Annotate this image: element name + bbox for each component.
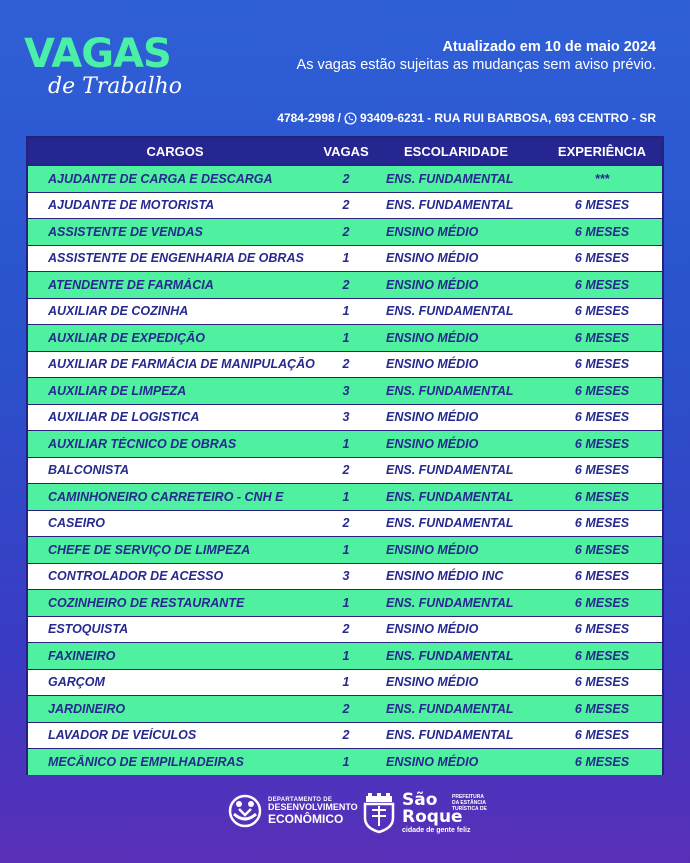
header-vagas: VAGAS <box>323 144 369 159</box>
cell-cargo: CAMINHONEIRO CARRETEIRO - CNH E <box>48 489 284 504</box>
cell-cargo: ATENDENTE DE FARMÁCIA <box>48 277 214 292</box>
cell-experiencia: 6 MESES <box>574 463 630 478</box>
cell-cargo: BALCONISTA <box>48 463 130 478</box>
cell-experiencia: 6 MESES <box>574 383 630 398</box>
cell-experiencia: 6 MESES <box>574 516 630 531</box>
cell-experiencia: 6 MESES <box>574 754 630 769</box>
cell-cargo: AUXILIAR DE FARMÁCIA DE MANIPULAÇÃO <box>48 357 315 372</box>
table-header <box>28 138 662 165</box>
cell-escolaridade: ENSINO MÉDIO <box>386 754 479 769</box>
brand-title: VAGAS <box>24 31 171 77</box>
table-row <box>28 536 662 563</box>
cell-cargo: AJUDANTE DE CARGA E DESCARGA <box>48 171 273 186</box>
table-row <box>28 457 662 484</box>
cell-experiencia: 6 MESES <box>574 728 630 743</box>
cell-vagas: 1 <box>342 304 350 319</box>
brand-logo <box>24 31 194 110</box>
table-row <box>28 563 662 590</box>
cell-escolaridade: ENS. FUNDAMENTAL <box>386 463 514 478</box>
table-row <box>28 510 662 537</box>
cell-escolaridade: ENS. FUNDAMENTAL <box>386 701 514 716</box>
table-row <box>28 298 662 325</box>
cell-cargo: ESTOQUISTA <box>48 622 129 637</box>
cell-escolaridade: ENS. FUNDAMENTAL <box>386 383 514 398</box>
cell-cargo: GARÇOM <box>48 675 105 690</box>
cell-escolaridade: ENSINO MÉDIO <box>386 622 479 637</box>
disclaimer-text: As vagas estão sujeitas as mudanças sem aviso prévio. <box>296 57 656 73</box>
cell-escolaridade: ENS. FUNDAMENTAL <box>386 304 514 319</box>
table-row <box>28 245 662 272</box>
cell-experiencia: 6 MESES <box>574 542 630 557</box>
cell-cargo: AUXILIAR DE LIMPEZA <box>48 383 187 398</box>
cell-experiencia: 6 MESES <box>574 648 630 663</box>
cell-vagas: 3 <box>342 410 350 425</box>
table-row <box>28 430 662 457</box>
cell-experiencia: 6 MESES <box>574 675 630 690</box>
cell-vagas: 2 <box>342 701 350 716</box>
table-row <box>28 324 662 351</box>
cell-vagas: 1 <box>342 648 350 663</box>
footer-logos <box>0 790 690 840</box>
cell-experiencia: 6 MESES <box>574 304 630 319</box>
dept-label-small: DEPARTAMENTO DE <box>268 796 333 803</box>
cell-cargo: COZINHEIRO DE RESTAURANTE <box>48 595 245 610</box>
cell-experiencia: 6 MESES <box>574 622 630 637</box>
cell-cargo: FAXINEIRO <box>48 648 116 663</box>
dept-label-big: ECONÔMICO <box>268 811 344 826</box>
cell-vagas: 1 <box>342 754 350 769</box>
table-row <box>28 377 662 404</box>
cell-vagas: 1 <box>342 675 350 690</box>
cell-experiencia: 6 MESES <box>574 277 630 292</box>
cell-vagas: 1 <box>342 489 350 504</box>
table-body <box>28 165 662 775</box>
cell-experiencia: 6 MESES <box>574 251 630 266</box>
city-prefix: PREFEITURA DA ESTÂNCIA TURÍSTICA DE <box>452 794 487 812</box>
cell-vagas: 2 <box>342 728 350 743</box>
cell-cargo: CHEFE DE SERVIÇO DE LIMPEZA <box>48 542 251 557</box>
cell-escolaridade: ENSINO MÉDIO <box>386 410 479 425</box>
table-row <box>28 192 662 219</box>
header-escolaridade: ESCOLARIDADE <box>403 144 508 159</box>
table-row <box>28 642 662 669</box>
cell-experiencia: 6 MESES <box>574 595 630 610</box>
cell-cargo: JARDINEIRO <box>48 701 126 716</box>
cell-escolaridade: ENS. FUNDAMENTAL <box>386 171 514 186</box>
table-row <box>28 589 662 616</box>
cell-experiencia: 6 MESES <box>574 410 630 425</box>
table-row <box>28 165 662 192</box>
cell-vagas: 2 <box>342 516 350 531</box>
cell-escolaridade: ENS. FUNDAMENTAL <box>386 595 514 610</box>
cell-vagas: 2 <box>342 357 350 372</box>
cell-escolaridade: ENS. FUNDAMENTAL <box>386 489 514 504</box>
cell-cargo: AUXILIAR DE LOGISTICA <box>48 410 200 425</box>
header-experiencia: EXPERIÊNCIA <box>557 144 647 159</box>
cell-cargo: ASSISTENTE DE VENDAS <box>48 224 203 239</box>
cell-cargo: AUXILIAR DE EXPEDIÇÃO <box>48 330 205 345</box>
cell-escolaridade: ENS. FUNDAMENTAL <box>386 728 514 743</box>
cell-vagas: 2 <box>342 622 350 637</box>
city-tagline: cidade de gente feliz <box>402 827 471 834</box>
cell-escolaridade: ENS. FUNDAMENTAL <box>386 648 514 663</box>
cell-experiencia: 6 MESES <box>574 701 630 716</box>
whatsapp-number: 93409-6231 <box>360 111 425 125</box>
dept-label-mid: DESENVOLVIMENTO <box>268 802 358 813</box>
cell-experiencia: 6 MESES <box>574 224 630 239</box>
cell-experiencia: *** <box>594 171 610 186</box>
cell-escolaridade: ENSINO MÉDIO <box>386 542 479 557</box>
cell-experiencia: 6 MESES <box>574 489 630 504</box>
cell-escolaridade: ENSINO MÉDIO <box>386 675 479 690</box>
table-row <box>28 669 662 696</box>
cell-experiencia: 6 MESES <box>574 330 630 345</box>
header-cargos: CARGOS <box>146 144 204 159</box>
jobs-table <box>26 136 664 775</box>
table-row <box>28 218 662 245</box>
cell-cargo: AUXILIAR TÉCNICO DE OBRAS <box>48 436 237 451</box>
cell-escolaridade: ENSINO MÉDIO <box>386 224 479 239</box>
phone-number: 4784-2998 <box>277 111 335 125</box>
cell-cargo: AUXILIAR DE COZINHA <box>48 304 189 319</box>
cell-vagas: 2 <box>342 463 350 478</box>
cell-vagas: 3 <box>342 569 350 584</box>
address-text: - RUA RUI BARBOSA, 693 CENTRO - SR <box>427 111 656 125</box>
table-row <box>28 483 662 510</box>
city-logo <box>402 790 487 834</box>
cell-escolaridade: ENSINO MÉDIO <box>386 251 479 266</box>
cell-vagas: 1 <box>342 436 350 451</box>
cell-escolaridade: ENS. FUNDAMENTAL <box>386 516 514 531</box>
table-row <box>28 271 662 298</box>
cell-escolaridade: ENSINO MÉDIO <box>386 330 479 345</box>
cell-escolaridade: ENS. FUNDAMENTAL <box>386 198 514 213</box>
header-info <box>297 38 656 74</box>
cell-vagas: 1 <box>342 542 350 557</box>
cell-vagas: 2 <box>342 224 350 239</box>
cell-experiencia: 6 MESES <box>574 569 630 584</box>
table-row <box>28 404 662 431</box>
dept-logo <box>228 794 358 828</box>
cell-vagas: 1 <box>342 595 350 610</box>
cell-vagas: 2 <box>342 198 350 213</box>
brand-subtitle: de Trabalho <box>48 74 183 99</box>
updated-date: Atualizado em 10 de maio 2024 <box>442 39 656 55</box>
cell-experiencia: 6 MESES <box>574 436 630 451</box>
cell-vagas: 2 <box>342 277 350 292</box>
table-row <box>28 722 662 749</box>
cell-cargo: MECÂNICO DE EMPILHADEIRAS <box>48 754 244 769</box>
whatsapp-icon <box>344 112 357 125</box>
cell-vagas: 1 <box>342 330 350 345</box>
table-row <box>28 616 662 643</box>
city-name-line2: Roque <box>402 807 463 827</box>
cell-escolaridade: ENSINO MÉDIO <box>386 357 479 372</box>
cell-vagas: 3 <box>342 383 350 398</box>
cell-cargo: CASEIRO <box>48 516 105 531</box>
contact-line <box>277 111 656 125</box>
city-name-line1: São <box>402 790 438 810</box>
contact-separator: / <box>337 111 342 125</box>
city-crest-icon <box>360 792 398 834</box>
cell-escolaridade: ENSINO MÉDIO INC <box>386 569 504 584</box>
table-row <box>28 351 662 378</box>
cell-experiencia: 6 MESES <box>574 198 630 213</box>
cell-cargo: ASSISTENTE DE ENGENHARIA DE OBRAS <box>48 251 304 266</box>
cell-escolaridade: ENSINO MÉDIO <box>386 277 479 292</box>
cell-experiencia: 6 MESES <box>574 357 630 372</box>
table-row <box>28 695 662 722</box>
table-row <box>28 748 662 775</box>
cell-cargo: AJUDANTE DE MOTORISTA <box>48 198 215 213</box>
cell-escolaridade: ENSINO MÉDIO <box>386 436 479 451</box>
cell-cargo: CONTROLADOR DE ACESSO <box>48 569 224 584</box>
cell-cargo: LAVADOR DE VEÍCULOS <box>48 728 197 743</box>
cell-vagas: 1 <box>342 251 350 266</box>
handshake-icon <box>228 794 262 828</box>
cell-vagas: 2 <box>342 171 350 186</box>
